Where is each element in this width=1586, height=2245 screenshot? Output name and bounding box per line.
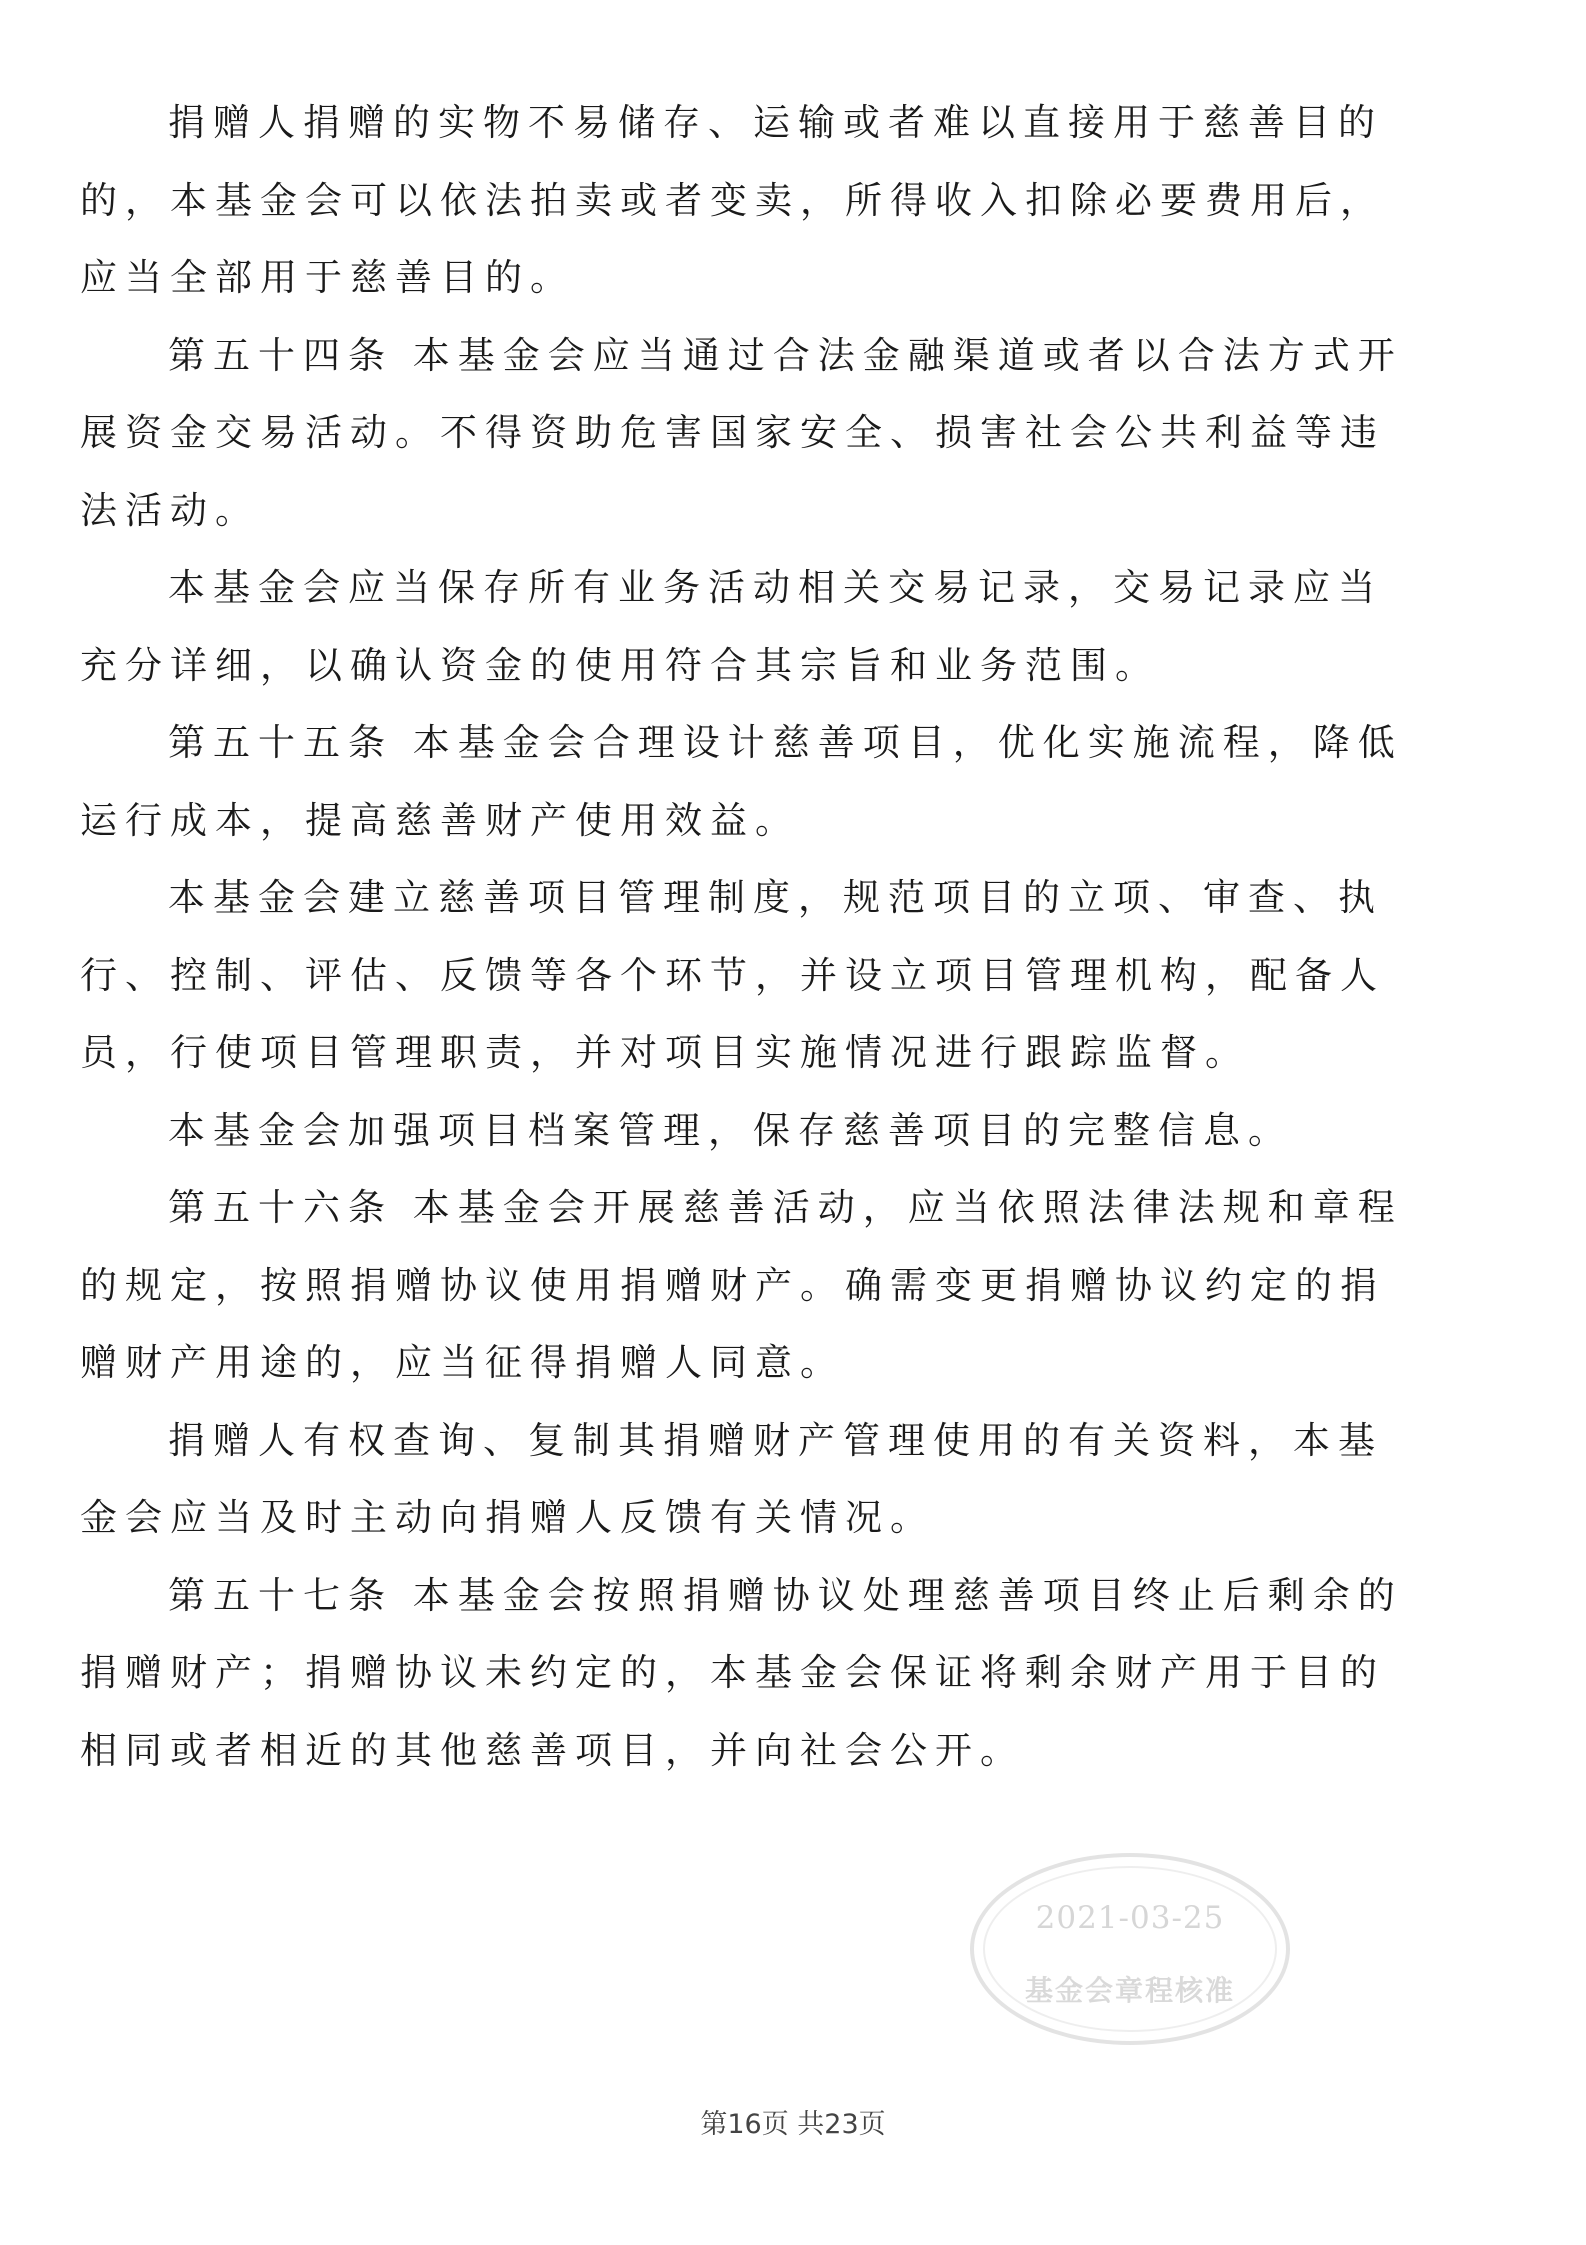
text-line: 运行成本，提高慈善财产使用效益。: [80, 798, 800, 842]
paragraph: [80, 1402, 1383, 1557]
text-line: 捐赠财产；捐赠协议未约定的，本基金会保证将剩余财产用于目的: [80, 1651, 1385, 1694]
paragraph-article-55: [80, 704, 1403, 859]
text-line: 第五十六条 本基金会开展慈善活动，应当依照法律法规和章程: [168, 1186, 1403, 1229]
text-line: 法活动。: [80, 488, 260, 532]
paragraph-article-54: [80, 317, 1403, 550]
text-line: 第五十四条 本基金会应当通过合法金融渠道或者以合法方式开: [168, 333, 1403, 377]
text-line: 的，本基金会可以依法拍卖或者变卖，所得收入扣除必要费用后，: [80, 178, 1385, 222]
document-body: [80, 84, 1403, 1789]
paragraph: [80, 1092, 1380, 1170]
text-line: 捐赠人有权查询、复制其捐赠财产管理使用的有关资料，本基: [168, 1418, 1383, 1462]
text-line: 第五十五条 本基金会合理设计慈善项目，优化实施流程，降低: [168, 721, 1403, 764]
text-line: 捐赠人捐赠的实物不易储存、运输或者难以直接用于慈善目的: [168, 101, 1383, 144]
paragraph: [80, 549, 1383, 704]
text-line: 应当全部用于慈善目的。: [80, 256, 575, 299]
stamp-date: 2021-03-25: [1035, 1900, 1225, 1936]
text-line: 充分详细，以确认资金的使用符合其宗旨和业务范围。: [80, 643, 1160, 687]
page-number: 第16页 共23页: [700, 2109, 886, 2140]
paragraph: [80, 84, 1385, 317]
stamp-label: 基金会章程核准: [1024, 1974, 1235, 2007]
approval-stamp: [970, 1853, 1290, 2045]
text-line: 相同或者相近的其他慈善项目，并向社会公开。: [80, 1728, 1025, 1772]
text-line: 的规定，按照捐赠协议使用捐赠财产。确需变更捐赠协议约定的捐: [80, 1263, 1385, 1307]
text-line: 本基金会应当保存所有业务活动相关交易记录，交易记录应当: [168, 566, 1383, 609]
paragraph: [80, 859, 1385, 1092]
text-line: 展资金交易活动。不得资助危害国家安全、损害社会公共利益等违: [80, 411, 1385, 454]
text-line: 行、控制、评估、反馈等各个环节，并设立项目管理机构，配备人: [80, 953, 1385, 997]
paragraph-article-56: [80, 1169, 1403, 1402]
text-line: 第五十七条 本基金会按照捐赠协议处理慈善项目终止后剩余的: [168, 1573, 1403, 1617]
text-line: 本基金会加强项目档案管理，保存慈善项目的完整信息。: [168, 1108, 1293, 1152]
paragraph-article-57: [80, 1557, 1403, 1790]
text-line: 赠财产用途的，应当征得捐赠人同意。: [80, 1341, 845, 1384]
text-line: 本基金会建立慈善项目管理制度，规范项目的立项、审查、执: [168, 876, 1383, 919]
text-line: 金会应当及时主动向捐赠人反馈有关情况。: [80, 1496, 935, 1539]
text-line: 员，行使项目管理职责，并对项目实施情况进行跟踪监督。: [80, 1031, 1250, 1074]
